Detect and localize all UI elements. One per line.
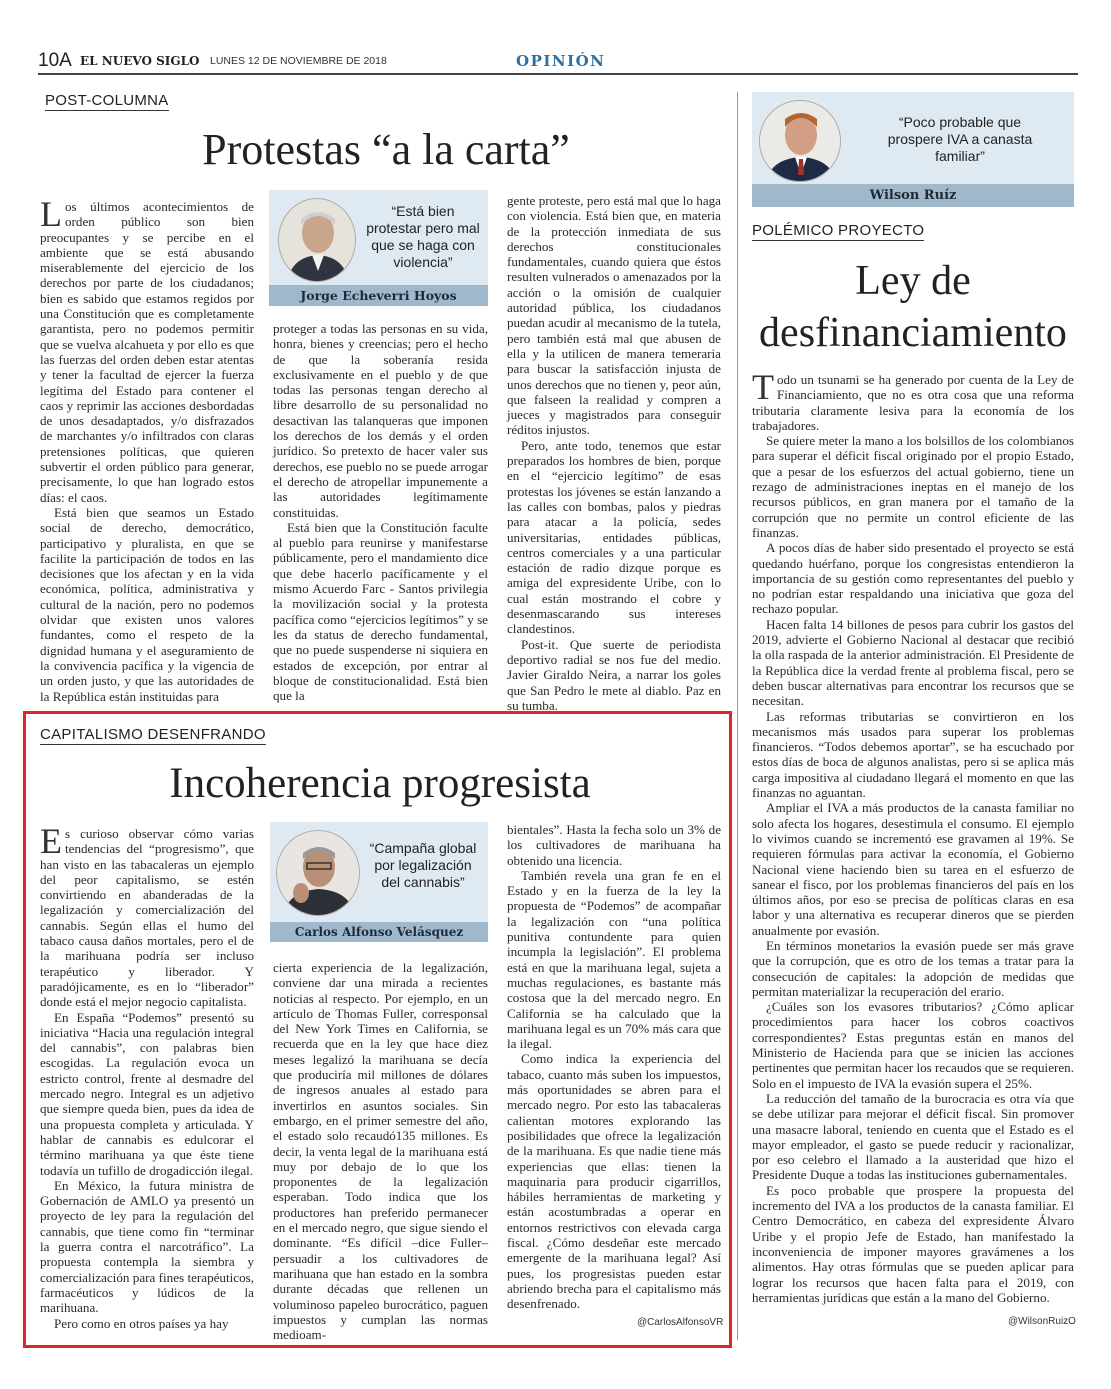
article2-author: Carlos Alfonso Velásquez: [270, 922, 488, 942]
page-number: 10A: [38, 50, 72, 71]
article2-col1: [40, 821, 254, 1331]
dropcap: L: [40, 194, 62, 234]
article3-headline-line2: desfinanciamiento: [759, 310, 1067, 356]
paragraph: os últimos acontecimientos de orden público son bien preocupantes y se percibe en el ambiente que se está abusando miserablemente del ejercicio de los derechos por parte de los ciudadanos; bien es sabido que estamos regidos por una Constitución que es completamente garantista, pero no podemos permitir que se vuelva alcahueta y por ello es que las fuerzas del orden deben estar atentas y tener la facultad de ejercer la fuerza legítima del Estado para contener el caos y reprimir las acciones desbordadas de unos desadaptados, y/o disfrazados de marchantes y/o infiltrados con claras pretensiones políticas, que quieren subvertir el orden público para generar, precisamente, lo que han logrado estos días: el caos.: [40, 199, 254, 505]
article3-p6: Ampliar el IVA a más productos de la canasta familiar no solo afecta los hogares, desestimula el consumo. El ejemplo lo vivimos cuando se incrementó ese gravamen al 19%. Se requieren fórmulas para activar la economía, el Gobierno Nacional viene haciendo bien su tarea en el esfuerzo de sanear el fisco, por los problemas financieros del país en los últimos años, por eso se precisa de políticas claras en esa labor y una alternativa es recuperar dineros que se pierden anualmente por evasión.: [752, 800, 1074, 938]
article1-quote-box: [269, 190, 488, 306]
article3-p3: A pocos días de haber sido presentado el proyecto se está quedando huérfano, porque los congresistas entendieron la importancia de su gestión como representantes del pueblo y no podrían estar respaldando una iniciativa que goza del rechazo popular.: [752, 540, 1074, 617]
article2-col2-p1: cierta experiencia de la legalización, conviene dar una mirada a recientes noticias al respecto. Por ejemplo, en un artículo de Thomas Fuller, corresponsal del New York Times en California, se recuerda que en la ley que hace diez meses legalizó la marihuana se decía que produciría mil millones de dólares de ingresos anuales al estado para invertirlos en asuntos sociales. Sin embargo, en el primer semestre del año, el estado solo recaudó135 millones. Es decir, la venta legal de la marihuana está muy por debajo de lo que los proponentes de la legalización esperaban. Todo indica que los productores han preferido permanecer en el mercado negro, que sigue siendo el dominante. “Es difícil –dice Fuller– persuadir a los cultivadores de marihuana que han estado en la sombra durante décadas que rellenen un voluminoso papeleo burocrático, paguen impuestos y cumplan las normas medioam-: [273, 960, 488, 1343]
article2-col3-p3: Como indica la experiencia del tabaco, cuanto más suben los impuestos, más oportunidades se abren para el mercado negro. Por esto las tabacaleras calientan motores explorando las posibilidades que ofrece la legalización de la marihuana. Es que nadie tiene más experiencias que ellas: tienen la maquinaria para producir cigarrillos, hábiles herramientas de marketing y están acostumbradas a operar en entornos restrictivos con elevada carga fiscal. ¿Cómo desdeñar este mercado emergente de la marihuana legal? Así pues, los progresistas pueden estar abriendo brecha para el capitalismo más desenfrenado.: [507, 1051, 721, 1312]
author-photo: [759, 100, 841, 182]
portrait-icon: [760, 101, 841, 182]
article3-p7: En términos monetarios la evasión puede ser más grave que la corrupción, que es otro de los temas a tratar para la consecución de capitales: la adopción de medidas que permitan materializar la recuperación del erario.: [752, 937, 1074, 999]
article3-p1: [752, 367, 1074, 433]
article1-kicker: POST-COLUMNA: [45, 92, 169, 109]
portrait-icon: [277, 831, 360, 916]
article2-quote: “Campaña global por legalización del cannabis”: [369, 840, 477, 890]
column-divider: [737, 92, 738, 1340]
header-rule: [38, 73, 1078, 75]
article2-col3-p2: También revela una gran fe en el Estado y en la fuerza de la ley la propuesta de “Podemos” de acompañar la legalización con “una política punitiva contundente para quien incumpla la legislación”. El problema está en que la marihuana legal, sujeta a muchas regulaciones, es bastante más costosa que la del mercado negro. En California se ha calculado que la marihuana legal es un 70% más cara que la ilegal.: [507, 867, 721, 1052]
article1-col3: [507, 193, 721, 713]
article2-handle: @CarlosAlfonsoVR: [637, 1317, 724, 1328]
article2-col1-p3: En México, la futura ministra de Gobernación de AMLO ya presentó un proyecto de ley para la regulación del cannabis, que tiene como fin “terminar la guerra contra el narcotráfico”. La propuesta contempla la siembra y comercialización para fines terapéuticos, farmacéuticos y lúdicos de la marihuana.: [40, 1177, 254, 1316]
article1-col3-p3: Post-it. Que suerte de periodista deportivo radial se nos fue del medio. Javier Giraldo Neira, a narrar los goles que San Pedro le mete al diablo. Paz en su tumba.: [507, 636, 721, 713]
newspaper-name: EL NUEVO SIGLO: [80, 54, 200, 68]
author-photo: [278, 198, 356, 282]
article1-col3-p2: Pero, ante todo, tenemos que estar preparados los hombres de bien, porque en el “ejercicio legítimo” de esas protestas los jóvenes se están lanzando a las calles con bombas, palos y piedras para atacar a la policía, sedes universitarias, entidades públicas, centros comerciales y a una particular estación de radio dizque porque es amiga del expresidente Uribe, con lo cual están mostrando el cobre y desenmascarando sus intereses clandestinos.: [507, 437, 721, 637]
article1-col2-p1: proteger a todas las personas en su vida, honra, bienes y creencias; pero el hecho de que la soberanía resida exclusivamente en el pueblo y de que todas las personas tengan derecho al libre desarrollo de su personalidad no desactivan las talanqueras que imponen los derechos de los demás y el orden jurídico. So pretexto de hacer valer sus derechos, ese pueblo no se puede arrogar el derecho de atropellar impunemente a las autoridades legítimamente constituidas.: [273, 321, 488, 520]
article2-col3-p1: bientales”. Hasta la fecha solo un 3% de los cultivadores de marihuana ha obtenido una licencia.: [507, 822, 721, 868]
article2-col2: [273, 960, 488, 1342]
article2-col1-p1: [40, 821, 254, 1010]
article3-col: [752, 367, 1074, 1305]
article1-col3-p1: gente proteste, pero está mal que lo haga con violencia. Está bien que, en materia de la protección inmediata de sus derechos constitucionales fundamentales, cuando quiera que éstos resulten vulnerados o amenazados por la acción o la omisión de cualquier autoridad pública, los ciudadanos puedan acudir al mecanismo de la tutela, pero también está mal que abusen de ella y la utilicen de manera temeraria para buscar la satisfacción injusta de unos derechos que no tienen y, peor aún, que falseen la realidad y compren a jueces y magistrados para conseguir réditos injustos.: [507, 193, 721, 438]
article1-col1-p2: Está bien que seamos un Estado social de derecho, democrático, participativo y pluralista, en que se facilite la participación de todos en las decisiones que los afectan y en la vida económica, política, administrativa y cultural de la nación, pero no podemos olvidar que existen unos valores fundantes, como el respeto de la dignidad humana y el aseguramiento de la convivencia pacífica y la vigencia de un orden justo, y que las autoridades de la República están instituidas para: [40, 504, 254, 704]
article3-p2: Se quiere meter la mano a los bolsillos de los colombianos para superar el déficit fiscal originado por el propio Estado, que a pesar de los esfuerzos del actual gobierno, tiene un rezago de administraciones ineptas en el manejo de los recursos públicos, en gran manera por el tamaño de la corrupción que no permite un control eficiente de las finanzas.: [752, 433, 1074, 540]
article1-col1-p1: [40, 194, 254, 505]
article1-headline: Protestas “a la carta”: [202, 125, 570, 174]
portrait-icon: [279, 199, 356, 282]
article3-author: Wilson Ruíz: [752, 184, 1074, 207]
article2-col1-p4: Pero como en otros países ya hay: [54, 1315, 229, 1331]
dropcap: T: [752, 367, 774, 407]
article1-author: Jorge Echeverri Hoyos: [269, 285, 488, 306]
article2-quote-box: [270, 822, 488, 942]
paragraph: s curioso observar cómo varias tendencias del “progresismo”, que han visto en las tabacaleras un ejemplo del peor capitalismo, se estén convirtiendo en abanderadas de la legalización y comercialización del cannabis. Según ellas el humo del tabaco causa daños mortales, pero el de la marihuana podría ser incluso terapéutico y liberador. Y paradójicamente, es en lo “liberador” donde está el mejor negocio capitalista.: [40, 826, 254, 1010]
article1-col2: [273, 321, 488, 703]
article3-quote: “Poco probable que prospere IVA a canasta familiar”: [887, 114, 1033, 164]
article3-p10: Es poco probable que prospere la propuesta del incremento del IVA a los productos de la canasta familiar. El Centro Democrático, en cabeza del expresidente Álvaro Uribe y el propio Jefe de Estado, han manifestado la inconveniencia de imponer mayores gravámenes a los alimentos. Hay otras fórmulas que se pueden aplicar para lograr los recursos que hacen falta para el 2019, con herramientas jurídicas que están a la mano del Gobierno.: [752, 1182, 1074, 1305]
article2-col1-p2: En España “Podemos” presentó su iniciativa “Hacia una regulación integral del cannabis”, con palabras bien escogidas. La regulación evoca un estricto control, frente al desmadre del mercado negro. Integral es un adjetivo que siempre queda bien, pues da idea de una propuesta completa y articulada. Y hablar de cannabis es edulcorar el término marihuana ya que éste tiene todavía un tufillo de drogadicción ilegal.: [40, 1009, 254, 1178]
author-photo: [276, 830, 360, 916]
issue-date: LUNES 12 DE NOVIEMBRE DE 2018: [210, 55, 387, 67]
article3-p8: ¿Cuáles son los evasores tributarios? ¿Cómo aplicar procedimientos para hacer los cobros coactivos correspondientes? Estas preguntas están en manos del Ministerio de Hacienda para que se inicien las acciones pertinentes que permitan hacer los recaudos que se requieren. Solo en el impuesto de IVA la evasión supera el 25%.: [752, 999, 1074, 1091]
article1-quote: “Está bien protestar pero mal que se haga con violencia”: [366, 203, 480, 270]
article3-headline-line1: Ley de: [855, 258, 971, 304]
article2-kicker: CAPITALISMO DESENFRANDO: [40, 726, 266, 743]
article1-col1: [40, 194, 254, 704]
article3-p5: Las reformas tributarias se convirtieron en los mecanismos más usados para superar los problemas financieros. “Todos debemos aportar”, se ha escuchado por estos días de boca de algunos analistas, pero si se aplica más carga impositiva al ciudadano llegará el momento en que las finanzas no aguantan.: [752, 708, 1074, 801]
article3-p9: La reducción del tamaño de la burocracia es otra vía que se debe utilizar para mejorar el déficit fiscal. Sin promover una masacre laboral, teniendo en cuenta que el Estado es el mayor empleador, el gasto se puede reducir y racionalizar, por eso celebro el llamado a la austeridad que hizo el Presidente Duque a todas las instituciones gubernamentales.: [752, 1090, 1074, 1183]
article1-col2-p2: Está bien que la Constitución faculte al pueblo para reunirse y manifestarse públicamente, pero el mandamiento dice que debe hacerlo pacíficamente y el mismo Acuerdo Farc - Santos privilegia la movilización social y la protesta pacífica como “ejercicios legítimos” y se les da status de derecho fundamental, que no puede suspenderse ni siquiera en estados de excepción, por entrar al bloque de constitucionalidad. Está bien que la: [273, 519, 488, 704]
article2-headline: Incoherencia progresista: [169, 760, 591, 807]
dropcap: E: [40, 821, 62, 861]
article3-kicker: POLÉMICO PROYECTO: [752, 222, 925, 239]
article3-p4: Hacen falta 14 billones de pesos para cubrir los gastos del 2019, advierte el Gobierno Nacional al destacar que recibió la olla raspada de la anterior administración. El Presidente de la República dice la verdad frente al problema fiscal, pero se deben buscar alternativas para encontrar los recursos que se necesitan.: [752, 616, 1074, 709]
article2-col3: [507, 822, 721, 1312]
paragraph: odo un tsunami se ha generado por cuenta de la Ley de Financiamiento, que no es otra cosa que una reforma tributaria claramente lesiva para la economía de los trabajadores.: [752, 372, 1074, 433]
article3-quote-box: [752, 92, 1074, 207]
article3-handle: @WilsonRuizO: [1008, 1316, 1076, 1327]
section-name: OPINIÓN: [516, 52, 606, 70]
page-header: [38, 52, 1078, 74]
